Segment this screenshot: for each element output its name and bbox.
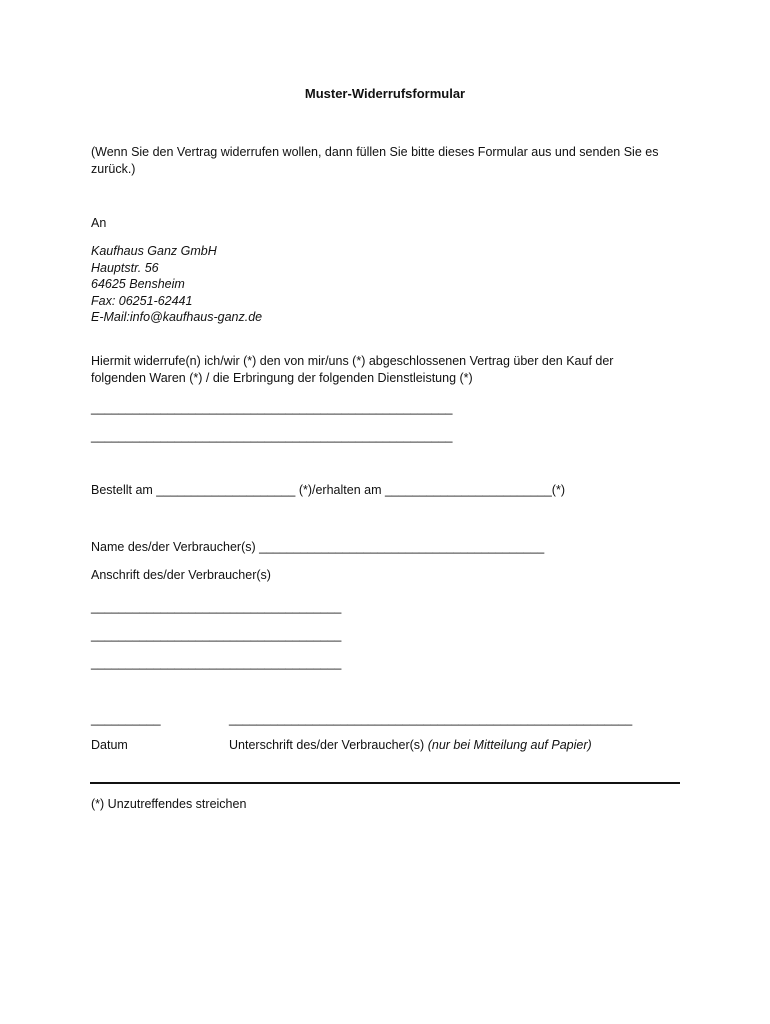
consumer-address-blank-2: ____________________________________ <box>91 628 342 642</box>
intro-paragraph: (Wenn Sie den Vertrag widerrufen wollen, dann füllen Sie bitte dieses Formular aus und senden Sie es zurück.) <box>91 145 659 176</box>
consumer-address-blank-3: ____________________________________ <box>91 656 342 670</box>
recipient-label: An <box>91 216 107 230</box>
ordered-received-line: Bestellt am ____________________ (*)/erhalten am ________________________(*) <box>91 483 565 497</box>
recipient-street: Hauptstr. 56 <box>91 260 159 275</box>
date-blank-line: __________ <box>91 712 161 726</box>
consumer-address-blank-1: ____________________________________ <box>91 600 342 614</box>
recipient-fax: Fax: 06251-62441 <box>91 293 193 308</box>
goods-blank-line-2: ____________________________________________________ <box>91 429 453 443</box>
recipient-city: 64625 Bensheim <box>91 277 185 292</box>
form-title: Muster-Widerrufsformular <box>304 86 466 101</box>
consumer-address-label: Anschrift des/der Verbraucher(s) <box>91 568 271 582</box>
consumer-name-line: Name des/der Verbraucher(s) _________________________________________ <box>91 540 545 554</box>
recipient-company-name: Kaufhaus Ganz GmbH <box>91 244 217 258</box>
footnote: (*) Unzutreffendes streichen <box>91 797 247 811</box>
recipient-address-block <box>91 243 262 326</box>
withdrawal-statement: Hiermit widerrufe(n) ich/wir (*) den von mir/uns (*) abgeschlossenen Vertrag über den Kauf der folgenden Waren (*) / die Erbringung der folgenden Dienstleistung (*) <box>91 354 614 385</box>
signature-note: (nur bei Mitteilung auf Papier) <box>427 738 592 752</box>
signature-label-row <box>229 738 592 752</box>
signature-blank-line: __________________________________________________________ <box>229 712 633 726</box>
recipient-email: E-Mail:info@kaufhaus-ganz.de <box>91 310 263 325</box>
goods-blank-line-1: ____________________________________________________ <box>91 401 453 415</box>
footnote-divider <box>90 782 680 784</box>
date-label: Datum <box>91 738 128 752</box>
signature-label: Unterschrift des/der Verbraucher(s) <box>229 738 425 752</box>
